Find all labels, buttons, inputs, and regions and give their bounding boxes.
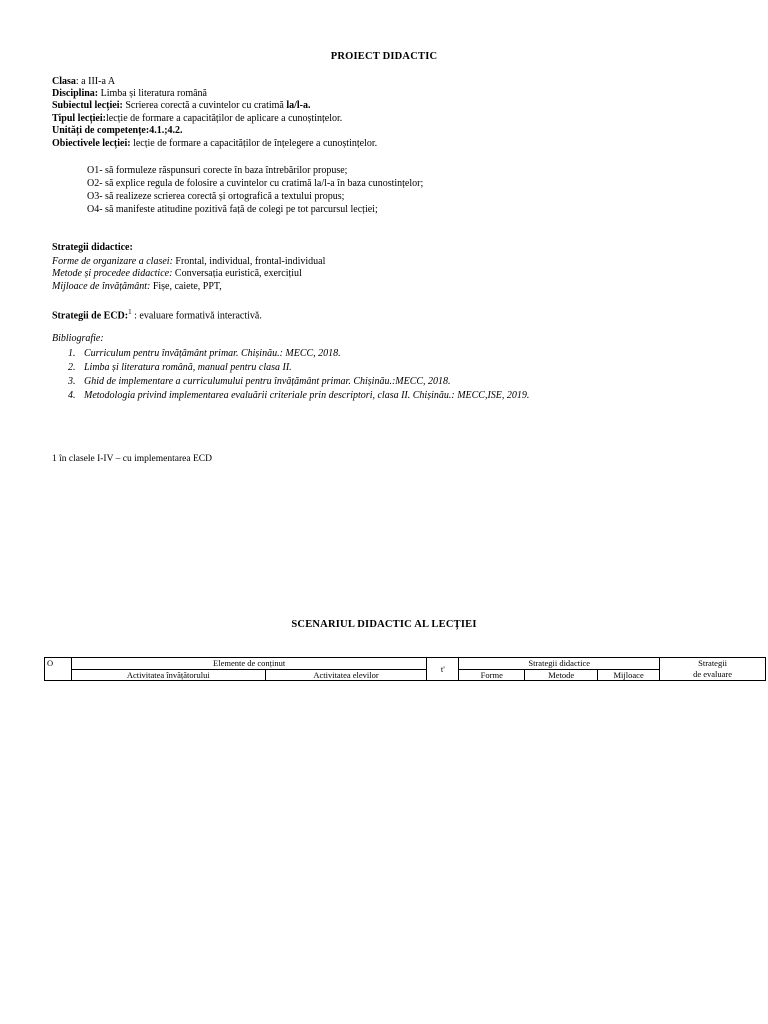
elemente-header: Elemente de conținut <box>71 658 426 670</box>
forme-label: Forme de organizare a clasei: <box>52 256 173 267</box>
tipul-label: Tipul lecției: <box>52 113 106 124</box>
tipul-line <box>52 113 342 125</box>
strategii-evaluare-line1: Strategii <box>698 658 727 668</box>
metode-value: Conversația euristică, exercițiul <box>172 268 302 279</box>
strategii-evaluare-header <box>660 658 766 681</box>
col-o-header: O <box>45 658 72 681</box>
bibliografie-heading: Bibliografie: <box>52 333 104 344</box>
scenariu-title: SCENARIUL DIDACTIC AL LECȚIEI <box>291 619 477 630</box>
ecd-label: Strategii de ECD: <box>52 310 129 322</box>
unitati-value: 4.1.;4.2. <box>149 125 183 136</box>
ecd-value: : evaluare formativă interactivă. <box>131 310 262 322</box>
mijloace-line <box>52 281 222 293</box>
clasa-line <box>52 76 115 88</box>
obiective-value: lecție de formare a capacităților de înțelegere a cunoștințelor. <box>130 138 378 149</box>
bibliography-number: 4. <box>68 390 76 401</box>
bibliography-text: Limba și literatura română, manual pentru clasa II. <box>84 362 292 373</box>
clasa-label: Clasa <box>52 76 76 87</box>
strategii-didactice-header: Strategii didactice <box>459 658 660 670</box>
bibliography-number: 1. <box>68 348 76 359</box>
subiect-value: Scrierea corectă a cuvintelor cu cratimă <box>122 100 287 111</box>
objective-item: O4- să manifeste atitudine pozitivă față de colegi pe tot parcursul lecției; <box>87 204 378 215</box>
bibliography-item <box>68 362 292 374</box>
ecd-line <box>52 306 262 322</box>
strategii-evaluare-line2: de evaluare <box>693 669 732 679</box>
strategii-heading: Strategii didactice: <box>52 242 133 253</box>
mijloace-label: Mijloace de învățământ: <box>52 281 151 292</box>
bibliography-item <box>68 376 451 388</box>
mijloace-header: Mijloace <box>598 669 660 681</box>
footnote: 1 în clasele I-IV – cu implementarea ECD <box>52 454 212 464</box>
disciplina-label: Disciplina: <box>52 88 99 99</box>
metode-line <box>52 268 302 280</box>
objective-item: O1- să formuleze răspunsuri corecte în baza întrebărilor propuse; <box>87 165 348 176</box>
subiect-bold-value: la/l-a. <box>286 100 311 111</box>
objective-item: O3- să realizeze scrierea corectă și ortografică a textului propus; <box>87 191 345 202</box>
bibliography-number: 2. <box>68 362 76 373</box>
tipul-value: lecție de formare a capacităților de aplicare a cunoștințelor. <box>105 113 343 124</box>
bibliography-number: 3. <box>68 376 76 387</box>
bibliography-text: Metodologia privind implementarea evaluării criteriale prin descriptori, clasa II. Chișinău.: MECC,ISE, 2019. <box>84 390 530 401</box>
mijloace-value: Fișe, caiete, PPT, <box>150 281 222 292</box>
clasa-value: : a III-a A <box>75 76 116 87</box>
bibliography-text: Ghid de implementare a curriculumului pentru învățământ primar. Chișinău.:MECC, 2018. <box>84 376 451 387</box>
obiective-label: Obiectivele lecției: <box>52 138 131 149</box>
forme-header: Forme <box>459 669 525 681</box>
obiective-line <box>52 138 377 150</box>
metode-label: Metode și procedee didactice: <box>52 268 173 279</box>
metode-header: Metode <box>525 669 598 681</box>
activitatea-invatatorului-header: Activitatea învățătorului <box>71 669 265 681</box>
bibliography-item <box>68 390 529 402</box>
subiect-label: Subiectul lecției: <box>52 100 123 111</box>
forme-line <box>52 256 325 268</box>
scenario-table <box>44 657 766 681</box>
ecd-footnote-marker: 1 <box>128 308 132 316</box>
unitati-label: Unități de competențe: <box>52 125 150 136</box>
timp-header: t' <box>427 658 459 681</box>
objective-item: O2- să explice regula de folosire a cuvintelor cu cratimă la/l-a în baza cunostințelor; <box>87 178 424 189</box>
bibliography-item <box>68 348 341 360</box>
document-title: PROIECT DIDACTIC <box>330 51 438 62</box>
forme-value: Frontal, individual, frontal-individual <box>172 256 326 267</box>
activitatea-elevilor-header: Activitatea elevilor <box>265 669 427 681</box>
disciplina-value: Limba și literatura română <box>98 88 207 99</box>
disciplina-line <box>52 88 207 100</box>
unitati-line <box>52 125 183 137</box>
subiect-line <box>52 100 311 112</box>
bibliography-text: Curriculum pentru învățământ primar. Chișinău.: MECC, 2018. <box>84 348 341 359</box>
